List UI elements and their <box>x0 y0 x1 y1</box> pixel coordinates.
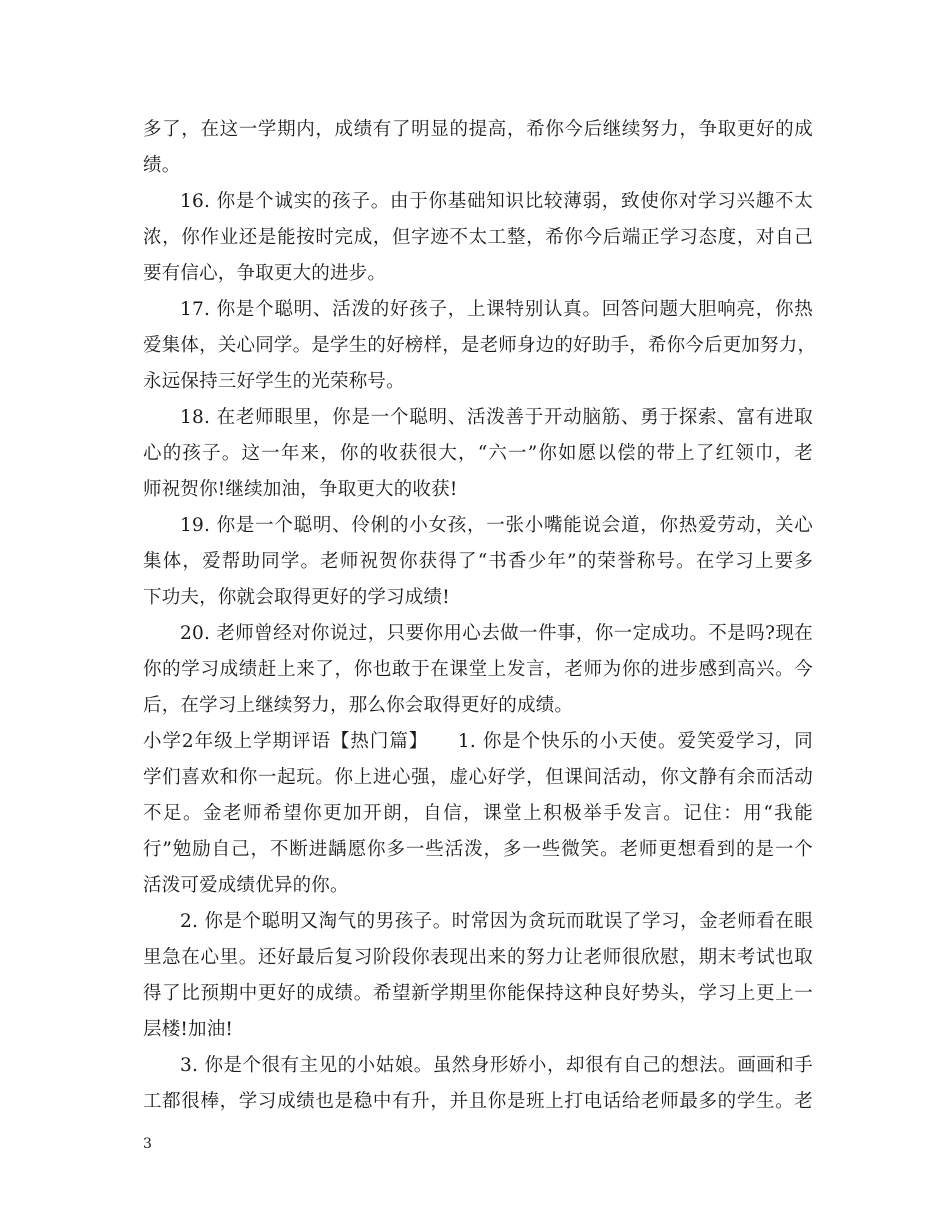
text-line: 20. 老师曾经对你说过，只要你用心去做一件事，你一定成功。不是吗?现在 <box>180 623 813 644</box>
text-line: 绩。 <box>143 155 181 176</box>
text-line: 层楼!加油! <box>143 1019 234 1040</box>
text-line: 下功夫，你就会取得更好的学习成绩! <box>143 587 450 608</box>
text-line: 不足。金老师希望你更加开朗，自信，课堂上积极举手发言。记住：用“我能 <box>143 803 813 824</box>
text-line: 心的孩子。这一年来，你的收获很大，“六一”你如愿以偿的带上了红领巾，老 <box>143 443 813 464</box>
text-line: 里急在心里。还好最后复习阶段你表现出来的努力让老师很欣慰，期末考试也取 <box>143 947 813 968</box>
text-line: 16. 你是个诚实的孩子。由于你基础知识比较薄弱，致使你对学习兴趣不太 <box>180 191 813 212</box>
text-line: 工都很棒，学习成绩也是稳中有升，并且你是班上打电话给老师最多的学生。老 <box>143 1091 813 1112</box>
text-line: 永远保持三好学生的光荣称号。 <box>143 371 405 392</box>
text-line: 18. 在老师眼里，你是一个聪明、活泼善于开动脑筋、勇于探索、富有进取 <box>180 407 813 428</box>
text-line: 师祝贺你!继续加油，争取更大的收获! <box>143 479 458 500</box>
text-line: 2. 你是个聪明又淘气的男孩子。时常因为贪玩而耽误了学习，金老师看在眼 <box>180 911 813 932</box>
document-body <box>143 112 817 1120</box>
text-line: 学们喜欢和你一起玩。你上进心强，虚心好学，但课间活动，你文静有余而活动 <box>143 767 813 788</box>
text-line: 要有信心，争取更大的进步。 <box>143 263 387 284</box>
text-line: 19. 你是一个聪明、伶俐的小女孩，一张小嘴能说会道，你热爱劳动，关心 <box>180 515 813 536</box>
text-line: 多了，在这一学期内，成绩有了明显的提高，希你今后继续努力，争取更好的成 <box>143 119 813 140</box>
text-line: 3. 你是个很有主见的小姑娘。虽然身形娇小，却很有自己的想法。画画和手 <box>180 1055 813 1076</box>
text-line: 浓，你作业还是能按时完成，但字迹不太工整，希你今后端正学习态度，对自己 <box>143 227 813 248</box>
text-line: 活泼可爱成绩优异的你。 <box>143 875 349 896</box>
text-line: 爱集体，关心同学。是学生的好榜样，是老师身边的好助手，希你今后更加努力， <box>143 335 817 356</box>
text-line: 得了比预期中更好的成绩。希望新学期里你能保持这种良好势头，学习上更上一 <box>143 983 813 1004</box>
text-line: 行”勉励自己，不断进龋愿你多一些活泼，多一些微笑。老师更想看到的是一个 <box>143 839 813 860</box>
text-line: 集体，爱帮助同学。老师祝贺你获得了“书香少年”的荣誉称号。在学习上要多 <box>143 551 813 572</box>
page-number: 3 <box>143 1136 152 1152</box>
text-line: 后，在学习上继续努力，那么你会取得更好的成绩。 <box>143 695 574 716</box>
text-line: 小学2年级上学期评语【热门篇】 1. 你是个快乐的小天使。爱笑爱学习，同 <box>143 731 813 752</box>
text-line: 17. 你是个聪明、活泼的好孩子，上课特别认真。回答问题大胆响亮，你热 <box>180 299 813 320</box>
text-line: 你的学习成绩赶上来了，你也敢于在课堂上发言，老师为你的进步感到高兴。今 <box>143 659 813 680</box>
